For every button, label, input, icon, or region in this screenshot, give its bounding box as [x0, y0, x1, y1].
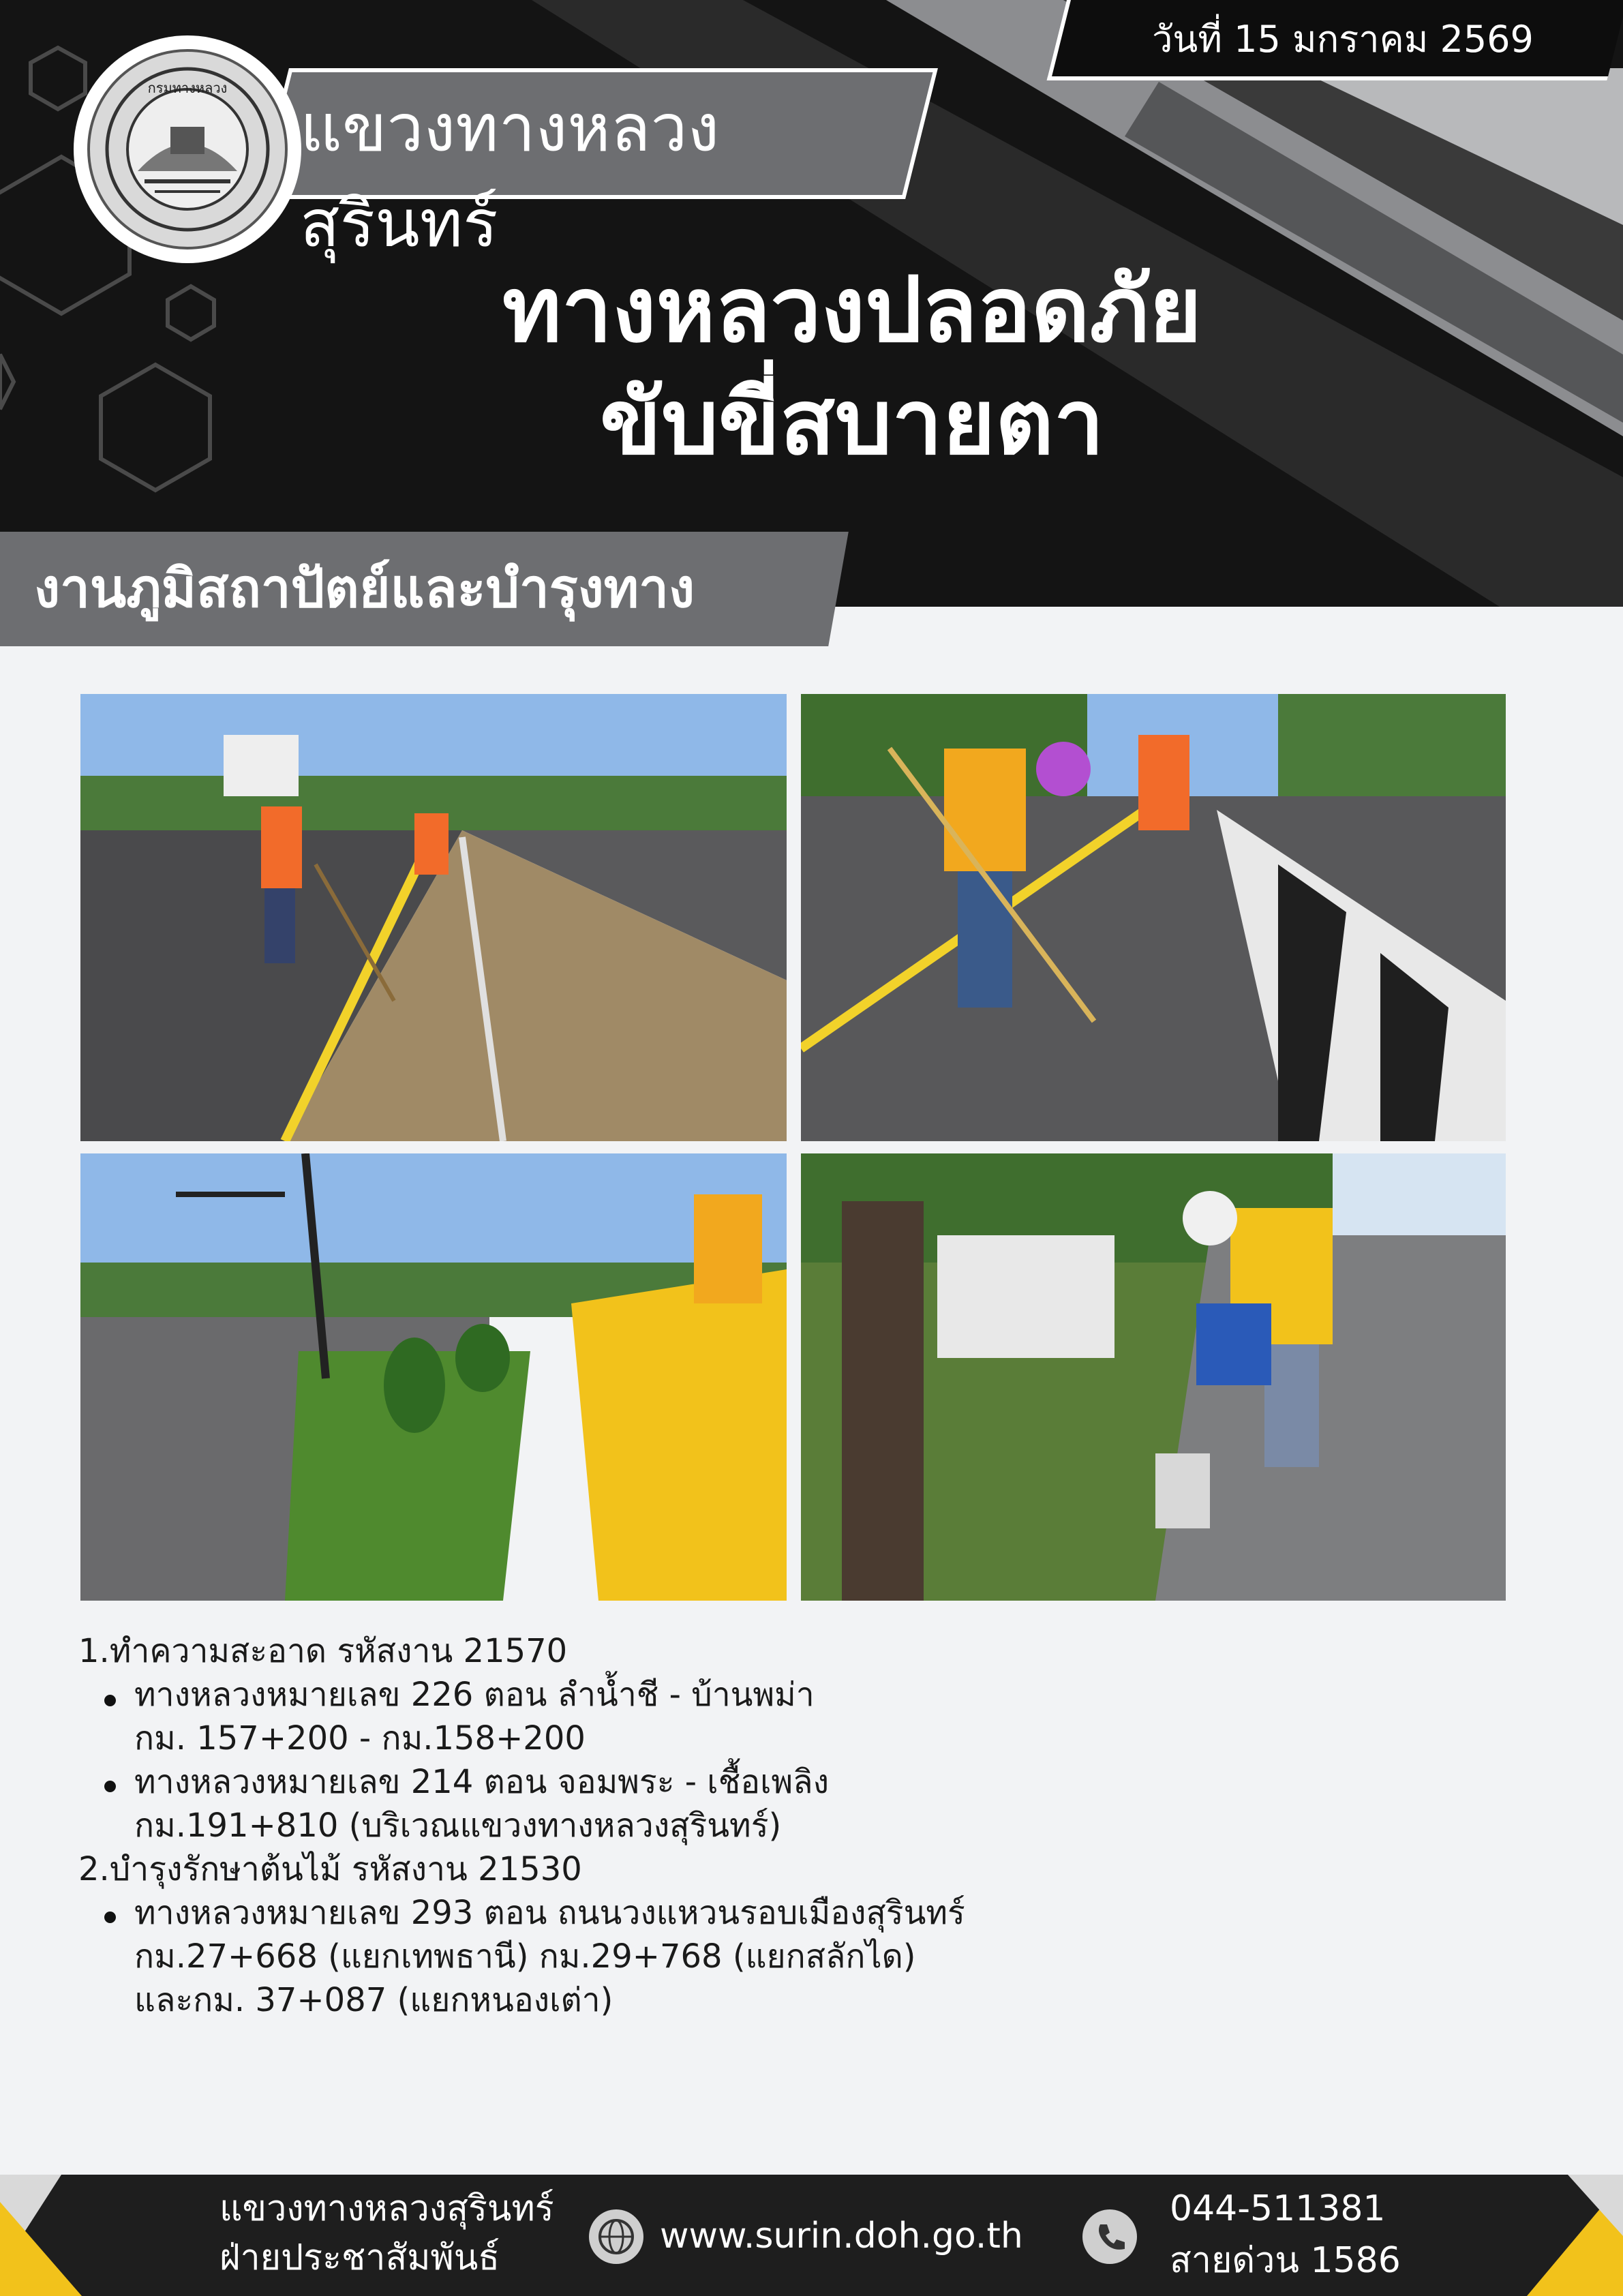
item2-bullet1-line1: ทางหลวงหมายเลข 293 ตอน ถนนวงแหวนรอบเมืองสุรินทร์ [134, 1894, 965, 1932]
globe-icon [589, 2209, 643, 2264]
work-description [78, 1629, 1510, 2038]
item1-heading: 1.ทำความสะอาด รหัสงาน 21570 [78, 1632, 568, 1670]
footer-org-name: แขวงทางหลวงสุรินทร์ [219, 2188, 554, 2229]
footer-department: ฝ่ายประชาสัมพันธ์ [219, 2237, 500, 2278]
bullet-dot [104, 1695, 116, 1706]
page-title-line1: ทางหลวงปลอดภัย [502, 258, 1202, 363]
item2-bullet1-line2: กม.27+668 (แยกเทพธานี) กม.29+768 (แยกสลักได) [134, 1937, 916, 1976]
date-label: วันที่ 15 มกราคม 2569 [1152, 18, 1534, 61]
item1-bullet1-line1: ทางหลวงหมายเลข 226 ตอน ลำน้ำชี - บ้านพม่า [134, 1676, 815, 1714]
item1-bullet1-line2: กม. 157+200 - กม.158+200 [134, 1719, 586, 1757]
page-title-line2: ขับขี่สบายตา [600, 370, 1104, 475]
photo-watering-shrubs [80, 1153, 787, 1601]
phone-number[interactable]: 044-511381 [1170, 2188, 1386, 2229]
item2-bullet1-line3: และกม. 37+087 (แยกหนองเต่า) [134, 1981, 613, 2019]
website-link[interactable]: www.surin.doh.go.th [660, 2216, 1023, 2256]
header-banner [0, 0, 1623, 607]
bullet-dot [104, 1912, 116, 1923]
photo-raking-barrier [801, 694, 1506, 1141]
seal-emblem [87, 49, 288, 250]
office-name: แขวงทางหลวงสุรินทร์ [300, 90, 720, 262]
hotline-number[interactable]: สายด่วน 1586 [1170, 2240, 1401, 2281]
photo-sweeping-median [80, 694, 787, 1141]
footer [0, 2175, 1623, 2296]
bullet-dot [104, 1781, 116, 1792]
seal-lettering: กรมทางหลวง [147, 80, 228, 96]
item1-bullet2-line2: กม.191+810 (บริเวณแขวงทางหลวงสุรินทร์) [134, 1807, 782, 1845]
item1-bullet2-line1: ทางหลวงหมายเลข 214 ตอน จอมพระ - เชื้อเพลิง [134, 1763, 830, 1801]
phone-icon [1082, 2209, 1137, 2264]
item2-heading: 2.บำรุงรักษาต้นไม้ รหัสงาน 21530 [78, 1850, 582, 1888]
photo-cleaning-roadside [801, 1153, 1506, 1601]
section-title: งานภูมิสถาปัตย์และบำรุงทาง [34, 558, 695, 620]
